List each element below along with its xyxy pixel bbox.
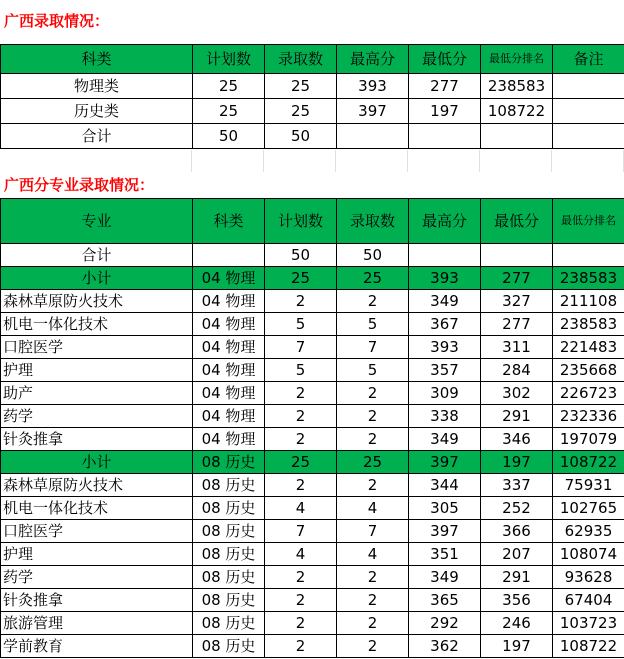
header-lowest-rank: 最低分排名 xyxy=(553,199,624,244)
cell-category: 04 物理 xyxy=(193,428,265,451)
cell-plan: 25 xyxy=(265,267,337,290)
table-row xyxy=(1,520,624,543)
cell-major: 口腔医学 xyxy=(1,520,193,543)
cell-admitted: 2 xyxy=(337,635,409,658)
cell-highest: 397 xyxy=(337,99,409,124)
cell-category: 08 历史 xyxy=(193,497,265,520)
cell-plan: 7 xyxy=(265,336,337,359)
empty-spacer-row xyxy=(0,150,624,172)
cell-category xyxy=(193,244,265,267)
subtotal-row xyxy=(1,267,624,290)
summary-header-row xyxy=(1,45,624,74)
cell-lowest: 197 xyxy=(481,635,553,658)
cell-major: 旅游管理 xyxy=(1,612,193,635)
cell-lowest: 366 xyxy=(481,520,553,543)
table-row xyxy=(1,336,624,359)
header-major: 专业 xyxy=(1,199,193,244)
table-row xyxy=(1,74,624,99)
cell-major: 药学 xyxy=(1,566,193,589)
cell-lowest: 356 xyxy=(481,589,553,612)
cell-highest: 393 xyxy=(409,267,481,290)
table-row xyxy=(1,635,624,658)
header-category: 科类 xyxy=(193,199,265,244)
cell-highest: 292 xyxy=(409,612,481,635)
cell-plan: 2 xyxy=(265,428,337,451)
cell-highest: 349 xyxy=(409,428,481,451)
total-row xyxy=(1,244,624,267)
cell-rank: 226723 xyxy=(553,382,624,405)
cell-lowest: 277 xyxy=(409,74,481,99)
cell-plan: 2 xyxy=(265,566,337,589)
cell-highest: 344 xyxy=(409,474,481,497)
cell-plan: 2 xyxy=(265,612,337,635)
table-row xyxy=(1,313,624,336)
cell-category: 08 历史 xyxy=(193,543,265,566)
header-plan: 计划数 xyxy=(193,45,265,74)
cell-major: 机电一体化技术 xyxy=(1,497,193,520)
cell-rank: 108722 xyxy=(553,451,624,474)
cell-admitted: 2 xyxy=(337,566,409,589)
cell-major: 护理 xyxy=(1,543,193,566)
cell-lowest: 277 xyxy=(481,267,553,290)
cell-category: 08 历史 xyxy=(193,612,265,635)
cell-highest: 349 xyxy=(409,290,481,313)
cell-highest: 397 xyxy=(409,520,481,543)
cell-highest: 393 xyxy=(409,336,481,359)
cell-lowest: 291 xyxy=(481,566,553,589)
header-lowest: 最低分 xyxy=(409,45,481,74)
cell-admitted: 2 xyxy=(337,474,409,497)
table-row xyxy=(1,612,624,635)
cell-rank: 108722 xyxy=(481,99,553,124)
summary-table xyxy=(0,44,624,149)
cell-remarks xyxy=(553,99,624,124)
major-table xyxy=(0,198,624,658)
cell-lowest xyxy=(409,124,481,149)
cell-category: 08 历史 xyxy=(193,451,265,474)
cell-lowest: 311 xyxy=(481,336,553,359)
cell-lowest: 197 xyxy=(409,99,481,124)
cell-rank: 238583 xyxy=(553,313,624,336)
table-row xyxy=(1,566,624,589)
cell-highest: 365 xyxy=(409,589,481,612)
cell-admitted: 25 xyxy=(265,74,337,99)
cell-lowest: 246 xyxy=(481,612,553,635)
table-row xyxy=(1,405,624,428)
cell-major: 小计 xyxy=(1,451,193,474)
cell-highest: 351 xyxy=(409,543,481,566)
table-row xyxy=(1,290,624,313)
cell-admitted: 50 xyxy=(265,124,337,149)
cell-rank xyxy=(481,124,553,149)
cell-category: 04 物理 xyxy=(193,267,265,290)
header-highest: 最高分 xyxy=(337,45,409,74)
cell-plan: 50 xyxy=(265,244,337,267)
header-admitted: 录取数 xyxy=(337,199,409,244)
cell-admitted: 2 xyxy=(337,290,409,313)
cell-category: 08 历史 xyxy=(193,520,265,543)
section-title-major-admission: 广西分专业录取情况： xyxy=(4,176,155,194)
cell-plan: 50 xyxy=(193,124,265,149)
cell-rank: 108722 xyxy=(553,635,624,658)
cell-major: 森林草原防火技术 xyxy=(1,290,193,313)
cell-plan: 25 xyxy=(193,74,265,99)
cell-plan: 2 xyxy=(265,382,337,405)
cell-lowest: 277 xyxy=(481,313,553,336)
major-header-row xyxy=(1,199,624,244)
cell-highest: 393 xyxy=(337,74,409,99)
cell-major: 合计 xyxy=(1,244,193,267)
cell-highest: 397 xyxy=(409,451,481,474)
header-category: 科类 xyxy=(1,45,193,74)
cell-rank: 102765 xyxy=(553,497,624,520)
cell-category: 物理类 xyxy=(1,74,193,99)
cell-category: 04 物理 xyxy=(193,382,265,405)
cell-major: 学前教育 xyxy=(1,635,193,658)
cell-major: 小计 xyxy=(1,267,193,290)
cell-admitted: 5 xyxy=(337,359,409,382)
table-row xyxy=(1,99,624,124)
cell-plan: 25 xyxy=(193,99,265,124)
cell-major: 森林草原防火技术 xyxy=(1,474,193,497)
cell-admitted: 50 xyxy=(337,244,409,267)
header-remarks: 备注 xyxy=(553,45,624,74)
cell-admitted: 2 xyxy=(337,428,409,451)
cell-major: 口腔医学 xyxy=(1,336,193,359)
cell-highest: 338 xyxy=(409,405,481,428)
table-row xyxy=(1,474,624,497)
header-highest: 最高分 xyxy=(409,199,481,244)
table-row-total xyxy=(1,124,624,149)
table-row xyxy=(1,359,624,382)
cell-category: 08 历史 xyxy=(193,474,265,497)
table-row xyxy=(1,382,624,405)
header-lowest: 最低分 xyxy=(481,199,553,244)
cell-plan: 2 xyxy=(265,405,337,428)
cell-major: 针灸推拿 xyxy=(1,428,193,451)
cell-rank: 211108 xyxy=(553,290,624,313)
cell-major: 针灸推拿 xyxy=(1,589,193,612)
cell-admitted: 5 xyxy=(337,313,409,336)
cell-admitted: 25 xyxy=(337,451,409,474)
cell-highest: 367 xyxy=(409,313,481,336)
cell-plan: 2 xyxy=(265,290,337,313)
cell-rank: 62935 xyxy=(553,520,624,543)
cell-lowest: 252 xyxy=(481,497,553,520)
cell-category: 08 历史 xyxy=(193,589,265,612)
cell-plan: 5 xyxy=(265,313,337,336)
cell-category: 04 物理 xyxy=(193,336,265,359)
section-title-guangxi-admission: 广西录取情况： xyxy=(4,12,110,30)
cell-admitted: 7 xyxy=(337,336,409,359)
cell-rank: 232336 xyxy=(553,405,624,428)
cell-category: 合计 xyxy=(1,124,193,149)
cell-plan: 25 xyxy=(265,451,337,474)
cell-highest: 362 xyxy=(409,635,481,658)
subtotal-row xyxy=(1,451,624,474)
cell-rank: 75931 xyxy=(553,474,624,497)
cell-plan: 4 xyxy=(265,497,337,520)
cell-major: 药学 xyxy=(1,405,193,428)
cell-major: 机电一体化技术 xyxy=(1,313,193,336)
cell-rank: 221483 xyxy=(553,336,624,359)
cell-rank: 108074 xyxy=(553,543,624,566)
cell-category: 历史类 xyxy=(1,99,193,124)
cell-admitted: 7 xyxy=(337,520,409,543)
cell-rank: 238583 xyxy=(481,74,553,99)
major-table-body xyxy=(1,244,624,658)
cell-admitted: 2 xyxy=(337,405,409,428)
cell-highest: 305 xyxy=(409,497,481,520)
cell-highest xyxy=(337,124,409,149)
cell-lowest: 302 xyxy=(481,382,553,405)
cell-category: 04 物理 xyxy=(193,405,265,428)
cell-rank: 103723 xyxy=(553,612,624,635)
cell-admitted: 2 xyxy=(337,382,409,405)
cell-plan: 2 xyxy=(265,635,337,658)
cell-plan: 2 xyxy=(265,474,337,497)
table-row xyxy=(1,497,624,520)
cell-highest: 309 xyxy=(409,382,481,405)
cell-admitted: 25 xyxy=(265,99,337,124)
cell-rank xyxy=(553,244,624,267)
cell-category: 04 物理 xyxy=(193,290,265,313)
cell-remarks xyxy=(553,74,624,99)
cell-rank: 197079 xyxy=(553,428,624,451)
cell-plan: 4 xyxy=(265,543,337,566)
cell-admitted: 4 xyxy=(337,497,409,520)
cell-major: 护理 xyxy=(1,359,193,382)
cell-major: 助产 xyxy=(1,382,193,405)
cell-rank: 67404 xyxy=(553,589,624,612)
table-row xyxy=(1,543,624,566)
cell-rank: 238583 xyxy=(553,267,624,290)
cell-plan: 5 xyxy=(265,359,337,382)
cell-plan: 7 xyxy=(265,520,337,543)
table-row xyxy=(1,589,624,612)
cell-lowest: 346 xyxy=(481,428,553,451)
cell-lowest: 327 xyxy=(481,290,553,313)
table-row xyxy=(1,428,624,451)
cell-lowest: 284 xyxy=(481,359,553,382)
cell-category: 08 历史 xyxy=(193,566,265,589)
cell-admitted: 2 xyxy=(337,612,409,635)
cell-highest xyxy=(409,244,481,267)
cell-plan: 2 xyxy=(265,589,337,612)
cell-highest: 349 xyxy=(409,566,481,589)
cell-category: 04 物理 xyxy=(193,313,265,336)
cell-lowest: 197 xyxy=(481,451,553,474)
cell-remarks xyxy=(553,124,624,149)
cell-lowest: 207 xyxy=(481,543,553,566)
cell-lowest: 337 xyxy=(481,474,553,497)
cell-lowest xyxy=(481,244,553,267)
cell-category: 04 物理 xyxy=(193,359,265,382)
cell-admitted: 4 xyxy=(337,543,409,566)
cell-admitted: 2 xyxy=(337,589,409,612)
header-plan: 计划数 xyxy=(265,199,337,244)
cell-rank: 235668 xyxy=(553,359,624,382)
cell-highest: 357 xyxy=(409,359,481,382)
cell-rank: 93628 xyxy=(553,566,624,589)
cell-lowest: 291 xyxy=(481,405,553,428)
cell-admitted: 25 xyxy=(337,267,409,290)
header-admitted: 录取数 xyxy=(265,45,337,74)
header-lowest-rank: 最低分排名 xyxy=(481,45,553,74)
cell-category: 08 历史 xyxy=(193,635,265,658)
